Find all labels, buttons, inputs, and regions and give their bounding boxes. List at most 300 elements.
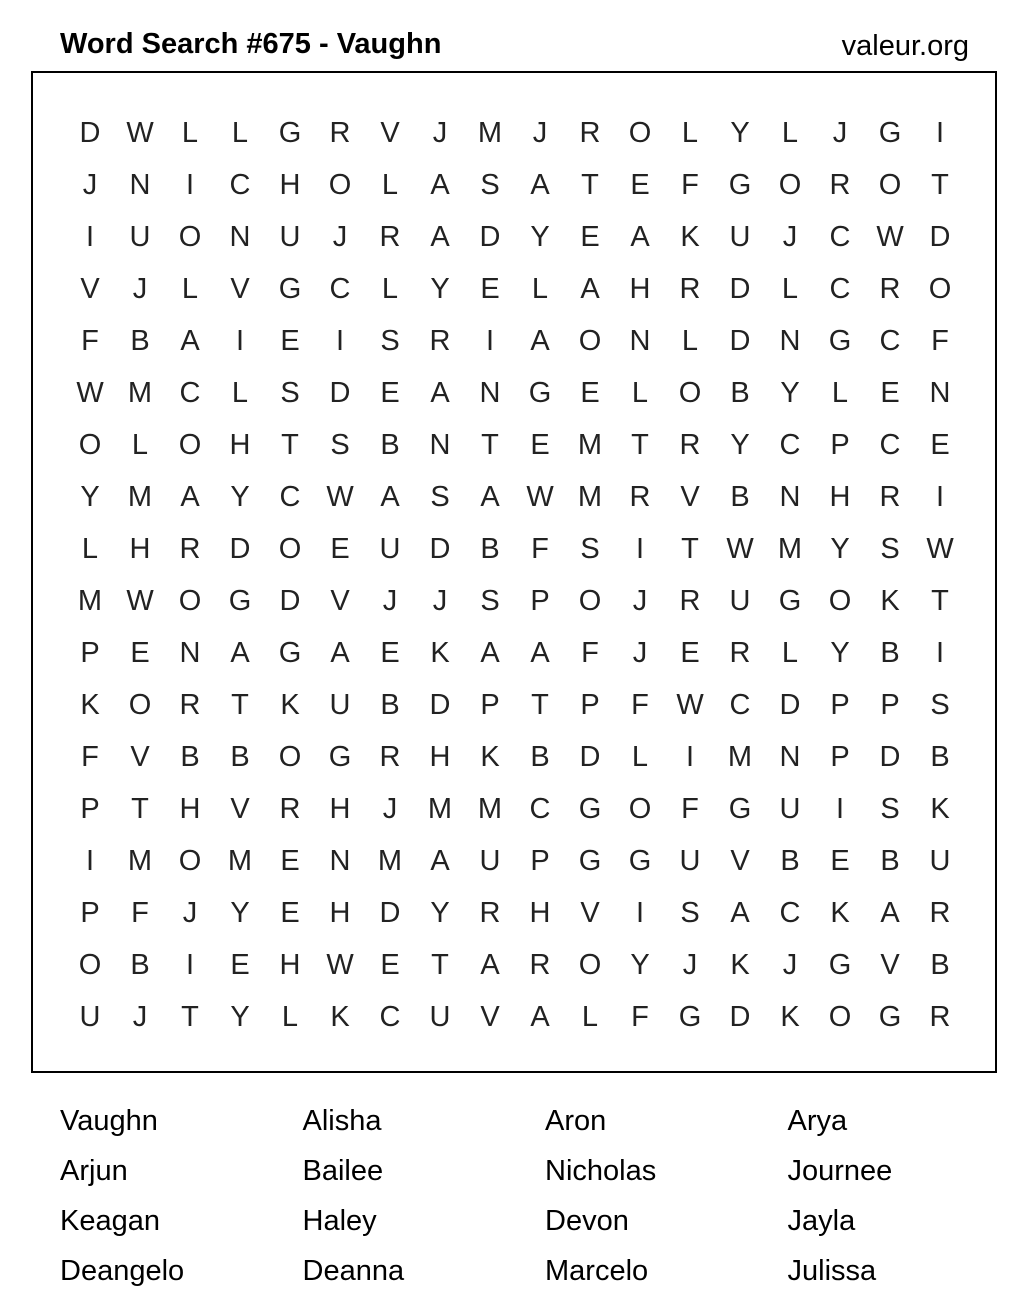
grid-cell[interactable]: K <box>280 688 300 721</box>
grid-cell[interactable]: L <box>81 532 99 565</box>
grid-cell[interactable]: N <box>429 428 451 461</box>
grid-cell[interactable]: Y <box>730 116 750 149</box>
grid-cell[interactable]: C <box>879 428 901 461</box>
grid-cell[interactable]: F <box>581 636 599 669</box>
grid-cell[interactable]: K <box>480 740 500 773</box>
grid-cell[interactable]: O <box>628 792 652 825</box>
grid-cell[interactable]: O <box>278 532 302 565</box>
grid-cell[interactable]: E <box>530 428 550 461</box>
grid-cell[interactable]: G <box>278 272 302 305</box>
grid-cell[interactable]: G <box>828 948 852 981</box>
grid-cell[interactable]: S <box>280 376 300 409</box>
grid-cell[interactable]: I <box>935 636 945 669</box>
grid-cell[interactable]: O <box>828 584 852 617</box>
grid-cell[interactable]: C <box>179 376 201 409</box>
grid-cell[interactable]: U <box>729 220 751 253</box>
grid-cell[interactable]: P <box>480 688 500 721</box>
grid-cell[interactable]: L <box>581 1000 599 1033</box>
grid-cell[interactable]: M <box>577 428 603 461</box>
grid-cell[interactable]: O <box>778 168 802 201</box>
grid-cell[interactable]: E <box>280 844 300 877</box>
grid-cell[interactable]: K <box>730 948 750 981</box>
grid-cell[interactable]: J <box>782 220 798 253</box>
grid-cell[interactable]: J <box>632 584 648 617</box>
grid-cell[interactable]: V <box>580 896 600 929</box>
grid-cell[interactable]: D <box>429 532 451 565</box>
grid-cell[interactable]: A <box>730 896 750 929</box>
grid-cell[interactable]: D <box>779 688 801 721</box>
grid-cell[interactable]: R <box>629 480 651 513</box>
grid-cell[interactable]: N <box>779 740 801 773</box>
grid-cell[interactable]: R <box>429 324 451 357</box>
grid-cell[interactable]: J <box>682 948 698 981</box>
grid-cell[interactable]: L <box>531 272 549 305</box>
grid-cell[interactable]: G <box>328 740 352 773</box>
grid-cell[interactable]: M <box>127 480 153 513</box>
grid-cell[interactable]: R <box>279 792 301 825</box>
grid-cell[interactable]: P <box>80 792 100 825</box>
grid-cell[interactable]: A <box>230 636 250 669</box>
grid-cell[interactable]: E <box>280 896 300 929</box>
grid-cell[interactable]: J <box>832 116 848 149</box>
grid-cell[interactable]: S <box>480 584 500 617</box>
grid-cell[interactable]: B <box>480 532 500 565</box>
grid-cell[interactable]: G <box>278 636 302 669</box>
grid-cell[interactable]: W <box>876 220 904 253</box>
grid-cell[interactable]: J <box>782 948 798 981</box>
grid-cell[interactable]: E <box>280 324 300 357</box>
grid-cell[interactable]: G <box>678 1000 702 1033</box>
grid-cell[interactable]: I <box>935 116 945 149</box>
grid-cell[interactable]: H <box>129 532 151 565</box>
grid-cell[interactable]: N <box>779 480 801 513</box>
grid-cell[interactable]: J <box>182 896 198 929</box>
grid-cell[interactable]: E <box>380 636 400 669</box>
grid-cell[interactable]: T <box>231 688 249 721</box>
grid-cell[interactable]: Y <box>530 220 550 253</box>
grid-cell[interactable]: T <box>581 168 599 201</box>
grid-cell[interactable]: E <box>130 636 150 669</box>
grid-cell[interactable]: H <box>179 792 201 825</box>
grid-cell[interactable]: O <box>878 168 902 201</box>
grid-cell[interactable]: D <box>79 116 101 149</box>
grid-cell[interactable]: O <box>328 168 352 201</box>
grid-cell[interactable]: V <box>230 792 250 825</box>
grid-cell[interactable]: F <box>631 1000 649 1033</box>
grid-cell[interactable]: P <box>830 740 850 773</box>
grid-cell[interactable]: B <box>880 636 900 669</box>
grid-cell[interactable]: R <box>879 480 901 513</box>
grid-cell[interactable]: F <box>81 324 99 357</box>
grid-cell[interactable]: B <box>930 948 950 981</box>
grid-cell[interactable]: E <box>330 532 350 565</box>
grid-cell[interactable]: R <box>679 584 701 617</box>
grid-cell[interactable]: R <box>729 636 751 669</box>
grid-cell[interactable]: P <box>880 688 900 721</box>
grid-cell[interactable]: S <box>880 532 900 565</box>
grid-cell[interactable]: H <box>229 428 251 461</box>
grid-cell[interactable]: K <box>780 1000 800 1033</box>
grid-cell[interactable]: S <box>680 896 700 929</box>
grid-cell[interactable]: W <box>926 532 954 565</box>
grid-cell[interactable]: E <box>580 220 600 253</box>
grid-cell[interactable]: P <box>580 688 600 721</box>
grid-cell[interactable]: W <box>726 532 754 565</box>
grid-cell[interactable]: R <box>679 428 701 461</box>
grid-cell[interactable]: N <box>179 636 201 669</box>
grid-cell[interactable]: P <box>530 844 550 877</box>
grid-cell[interactable]: J <box>82 168 98 201</box>
grid-cell[interactable]: J <box>532 116 548 149</box>
grid-cell[interactable]: U <box>479 844 501 877</box>
grid-cell[interactable]: E <box>580 376 600 409</box>
grid-cell[interactable]: W <box>676 688 704 721</box>
grid-cell[interactable]: W <box>326 480 354 513</box>
grid-cell[interactable]: M <box>477 792 503 825</box>
grid-cell[interactable]: P <box>530 584 550 617</box>
grid-cell[interactable]: F <box>131 896 149 929</box>
grid-cell[interactable]: D <box>429 688 451 721</box>
grid-cell[interactable]: W <box>126 584 154 617</box>
grid-cell[interactable]: S <box>480 168 500 201</box>
grid-cell[interactable]: H <box>329 896 351 929</box>
grid-cell[interactable]: L <box>781 116 799 149</box>
grid-cell[interactable]: N <box>479 376 501 409</box>
grid-cell[interactable]: K <box>80 688 100 721</box>
grid-cell[interactable]: T <box>931 168 949 201</box>
grid-cell[interactable]: G <box>228 584 252 617</box>
grid-cell[interactable]: A <box>630 220 650 253</box>
grid-cell[interactable]: A <box>530 636 550 669</box>
grid-cell[interactable]: K <box>680 220 700 253</box>
grid-cell[interactable]: G <box>878 1000 902 1033</box>
grid-cell[interactable]: P <box>830 688 850 721</box>
grid-cell[interactable]: C <box>729 688 751 721</box>
grid-cell[interactable]: T <box>681 532 699 565</box>
grid-cell[interactable]: O <box>678 376 702 409</box>
grid-cell[interactable]: D <box>729 1000 751 1033</box>
grid-cell[interactable]: O <box>578 948 602 981</box>
grid-cell[interactable]: V <box>330 584 350 617</box>
grid-cell[interactable]: N <box>129 168 151 201</box>
grid-cell[interactable]: D <box>279 584 301 617</box>
grid-cell[interactable]: L <box>681 116 699 149</box>
grid-cell[interactable]: L <box>631 376 649 409</box>
grid-cell[interactable]: N <box>779 324 801 357</box>
grid-cell[interactable]: L <box>281 1000 299 1033</box>
grid-cell[interactable]: A <box>480 948 500 981</box>
grid-cell[interactable]: H <box>329 792 351 825</box>
grid-cell[interactable]: K <box>330 1000 350 1033</box>
grid-cell[interactable]: Y <box>230 1000 250 1033</box>
grid-cell[interactable]: G <box>578 792 602 825</box>
grid-cell[interactable]: Y <box>430 896 450 929</box>
grid-cell[interactable]: Y <box>230 896 250 929</box>
grid-cell[interactable]: D <box>879 740 901 773</box>
grid-cell[interactable]: F <box>681 792 699 825</box>
grid-cell[interactable]: U <box>329 688 351 721</box>
grid-cell[interactable]: O <box>128 688 152 721</box>
grid-cell[interactable]: B <box>880 844 900 877</box>
grid-cell[interactable]: F <box>681 168 699 201</box>
grid-cell[interactable]: A <box>480 636 500 669</box>
grid-cell[interactable]: F <box>931 324 949 357</box>
grid-cell[interactable]: R <box>829 168 851 201</box>
grid-cell[interactable]: U <box>379 532 401 565</box>
grid-cell[interactable]: I <box>635 532 645 565</box>
grid-cell[interactable]: H <box>429 740 451 773</box>
grid-cell[interactable]: U <box>929 844 951 877</box>
grid-cell[interactable]: R <box>929 1000 951 1033</box>
grid-cell[interactable]: T <box>631 428 649 461</box>
grid-cell[interactable]: C <box>879 324 901 357</box>
grid-cell[interactable]: D <box>929 220 951 253</box>
grid-cell[interactable]: G <box>528 376 552 409</box>
grid-cell[interactable]: R <box>929 896 951 929</box>
grid-cell[interactable]: B <box>530 740 550 773</box>
grid-cell[interactable]: R <box>679 272 701 305</box>
grid-cell[interactable]: A <box>430 220 450 253</box>
grid-cell[interactable]: V <box>680 480 700 513</box>
grid-cell[interactable]: U <box>729 584 751 617</box>
grid-cell[interactable]: V <box>380 116 400 149</box>
grid-cell[interactable]: O <box>278 740 302 773</box>
grid-cell[interactable]: E <box>630 168 650 201</box>
grid-cell[interactable]: I <box>635 896 645 929</box>
grid-cell[interactable]: A <box>330 636 350 669</box>
grid-cell[interactable]: M <box>427 792 453 825</box>
grid-cell[interactable]: V <box>730 844 750 877</box>
grid-cell[interactable]: K <box>830 896 850 929</box>
grid-cell[interactable]: C <box>779 428 801 461</box>
grid-cell[interactable]: Y <box>830 636 850 669</box>
grid-cell[interactable]: A <box>580 272 600 305</box>
grid-cell[interactable]: A <box>430 376 450 409</box>
grid-cell[interactable]: A <box>430 168 450 201</box>
grid-cell[interactable]: B <box>130 948 150 981</box>
grid-cell[interactable]: M <box>727 740 753 773</box>
grid-cell[interactable]: S <box>330 428 350 461</box>
grid-cell[interactable]: L <box>831 376 849 409</box>
grid-cell[interactable]: U <box>79 1000 101 1033</box>
grid-cell[interactable]: T <box>431 948 449 981</box>
grid-cell[interactable]: T <box>931 584 949 617</box>
grid-cell[interactable]: V <box>230 272 250 305</box>
grid-cell[interactable]: G <box>828 324 852 357</box>
grid-cell[interactable]: I <box>235 324 245 357</box>
grid-cell[interactable]: A <box>530 1000 550 1033</box>
grid-cell[interactable]: N <box>929 376 951 409</box>
grid-cell[interactable]: B <box>730 480 750 513</box>
grid-cell[interactable]: L <box>231 116 249 149</box>
grid-cell[interactable]: Y <box>230 480 250 513</box>
grid-cell[interactable]: G <box>628 844 652 877</box>
grid-cell[interactable]: I <box>335 324 345 357</box>
grid-cell[interactable]: B <box>380 428 400 461</box>
grid-cell[interactable]: R <box>329 116 351 149</box>
grid-cell[interactable]: D <box>379 896 401 929</box>
grid-cell[interactable]: H <box>529 896 551 929</box>
grid-cell[interactable]: O <box>78 428 102 461</box>
grid-cell[interactable]: I <box>485 324 495 357</box>
grid-cell[interactable]: T <box>281 428 299 461</box>
grid-cell[interactable]: E <box>930 428 950 461</box>
grid-cell[interactable]: A <box>530 324 550 357</box>
grid-cell[interactable]: M <box>127 376 153 409</box>
grid-cell[interactable]: A <box>180 480 200 513</box>
grid-cell[interactable]: A <box>480 480 500 513</box>
grid-cell[interactable]: R <box>379 220 401 253</box>
grid-cell[interactable]: L <box>231 376 249 409</box>
grid-cell[interactable]: R <box>179 532 201 565</box>
grid-cell[interactable]: B <box>380 688 400 721</box>
grid-cell[interactable]: T <box>181 1000 199 1033</box>
grid-cell[interactable]: J <box>382 792 398 825</box>
grid-cell[interactable]: E <box>230 948 250 981</box>
grid-cell[interactable]: L <box>781 272 799 305</box>
grid-cell[interactable]: M <box>477 116 503 149</box>
grid-cell[interactable]: M <box>377 844 403 877</box>
grid-cell[interactable]: U <box>679 844 701 877</box>
grid-cell[interactable]: C <box>229 168 251 201</box>
grid-cell[interactable]: E <box>880 376 900 409</box>
grid-cell[interactable]: V <box>480 1000 500 1033</box>
grid-cell[interactable]: T <box>531 688 549 721</box>
grid-cell[interactable]: B <box>930 740 950 773</box>
grid-cell[interactable]: B <box>230 740 250 773</box>
grid-cell[interactable]: P <box>830 428 850 461</box>
grid-cell[interactable]: R <box>479 896 501 929</box>
grid-cell[interactable]: M <box>127 844 153 877</box>
grid-cell[interactable]: L <box>181 272 199 305</box>
grid-cell[interactable]: W <box>126 116 154 149</box>
grid-cell[interactable]: D <box>479 220 501 253</box>
grid-cell[interactable]: E <box>380 376 400 409</box>
grid-cell[interactable]: F <box>531 532 549 565</box>
grid-cell[interactable]: B <box>730 376 750 409</box>
grid-cell[interactable]: J <box>432 584 448 617</box>
grid-cell[interactable]: W <box>76 376 104 409</box>
grid-cell[interactable]: Y <box>80 480 100 513</box>
grid-cell[interactable]: Y <box>730 428 750 461</box>
grid-cell[interactable]: G <box>578 844 602 877</box>
grid-cell[interactable]: C <box>529 792 551 825</box>
grid-cell[interactable]: E <box>480 272 500 305</box>
grid-cell[interactable]: J <box>132 1000 148 1033</box>
grid-cell[interactable]: L <box>181 116 199 149</box>
grid-cell[interactable]: K <box>930 792 950 825</box>
grid-cell[interactable]: S <box>930 688 950 721</box>
grid-cell[interactable]: T <box>131 792 149 825</box>
grid-cell[interactable]: E <box>830 844 850 877</box>
grid-cell[interactable]: L <box>781 636 799 669</box>
grid-cell[interactable]: U <box>429 1000 451 1033</box>
grid-cell[interactable]: J <box>382 584 398 617</box>
grid-cell[interactable]: G <box>778 584 802 617</box>
grid-cell[interactable]: O <box>178 844 202 877</box>
grid-cell[interactable]: V <box>80 272 100 305</box>
grid-cell[interactable]: O <box>628 116 652 149</box>
grid-cell[interactable]: J <box>432 116 448 149</box>
grid-cell[interactable]: O <box>928 272 952 305</box>
grid-cell[interactable]: B <box>130 324 150 357</box>
grid-cell[interactable]: C <box>829 272 851 305</box>
grid-cell[interactable]: V <box>880 948 900 981</box>
grid-cell[interactable]: L <box>681 324 699 357</box>
grid-cell[interactable]: R <box>579 116 601 149</box>
grid-cell[interactable]: I <box>685 740 695 773</box>
grid-cell[interactable]: K <box>880 584 900 617</box>
grid-cell[interactable]: D <box>579 740 601 773</box>
grid-cell[interactable]: I <box>185 948 195 981</box>
grid-cell[interactable]: U <box>779 792 801 825</box>
grid-cell[interactable]: E <box>380 948 400 981</box>
grid-cell[interactable]: P <box>80 896 100 929</box>
grid-cell[interactable]: R <box>179 688 201 721</box>
grid-cell[interactable]: H <box>279 948 301 981</box>
grid-cell[interactable]: P <box>80 636 100 669</box>
grid-cell[interactable]: O <box>178 584 202 617</box>
grid-cell[interactable]: S <box>580 532 600 565</box>
grid-cell[interactable]: L <box>131 428 149 461</box>
grid-cell[interactable]: N <box>229 220 251 253</box>
grid-cell[interactable]: A <box>530 168 550 201</box>
grid-cell[interactable]: C <box>329 272 351 305</box>
grid-cell[interactable]: A <box>180 324 200 357</box>
grid-cell[interactable]: J <box>632 636 648 669</box>
grid-cell[interactable]: A <box>430 844 450 877</box>
grid-cell[interactable]: H <box>829 480 851 513</box>
grid-cell[interactable]: O <box>578 324 602 357</box>
grid-cell[interactable]: I <box>835 792 845 825</box>
grid-cell[interactable]: I <box>935 480 945 513</box>
grid-cell[interactable]: S <box>880 792 900 825</box>
grid-cell[interactable]: G <box>878 116 902 149</box>
grid-cell[interactable]: K <box>430 636 450 669</box>
grid-cell[interactable]: U <box>129 220 151 253</box>
grid-cell[interactable]: G <box>278 116 302 149</box>
grid-cell[interactable]: F <box>81 740 99 773</box>
grid-cell[interactable]: D <box>729 272 751 305</box>
grid-cell[interactable]: O <box>578 584 602 617</box>
grid-cell[interactable]: M <box>777 532 803 565</box>
grid-cell[interactable]: L <box>381 168 399 201</box>
grid-cell[interactable]: L <box>381 272 399 305</box>
grid-cell[interactable]: A <box>380 480 400 513</box>
grid-cell[interactable]: I <box>85 220 95 253</box>
grid-cell[interactable]: I <box>185 168 195 201</box>
grid-cell[interactable]: B <box>780 844 800 877</box>
grid-cell[interactable]: O <box>828 1000 852 1033</box>
grid-cell[interactable]: D <box>229 532 251 565</box>
grid-cell[interactable]: U <box>279 220 301 253</box>
grid-cell[interactable]: B <box>180 740 200 773</box>
grid-cell[interactable]: O <box>78 948 102 981</box>
grid-cell[interactable]: C <box>279 480 301 513</box>
grid-cell[interactable]: R <box>879 272 901 305</box>
grid-cell[interactable]: M <box>577 480 603 513</box>
grid-cell[interactable]: C <box>779 896 801 929</box>
grid-cell[interactable]: M <box>227 844 253 877</box>
grid-cell[interactable]: J <box>332 220 348 253</box>
grid-cell[interactable]: Y <box>780 376 800 409</box>
grid-cell[interactable]: Y <box>630 948 650 981</box>
grid-cell[interactable]: N <box>329 844 351 877</box>
grid-cell[interactable]: G <box>728 792 752 825</box>
grid-cell[interactable]: H <box>629 272 651 305</box>
grid-cell[interactable]: A <box>880 896 900 929</box>
grid-cell[interactable]: W <box>526 480 554 513</box>
